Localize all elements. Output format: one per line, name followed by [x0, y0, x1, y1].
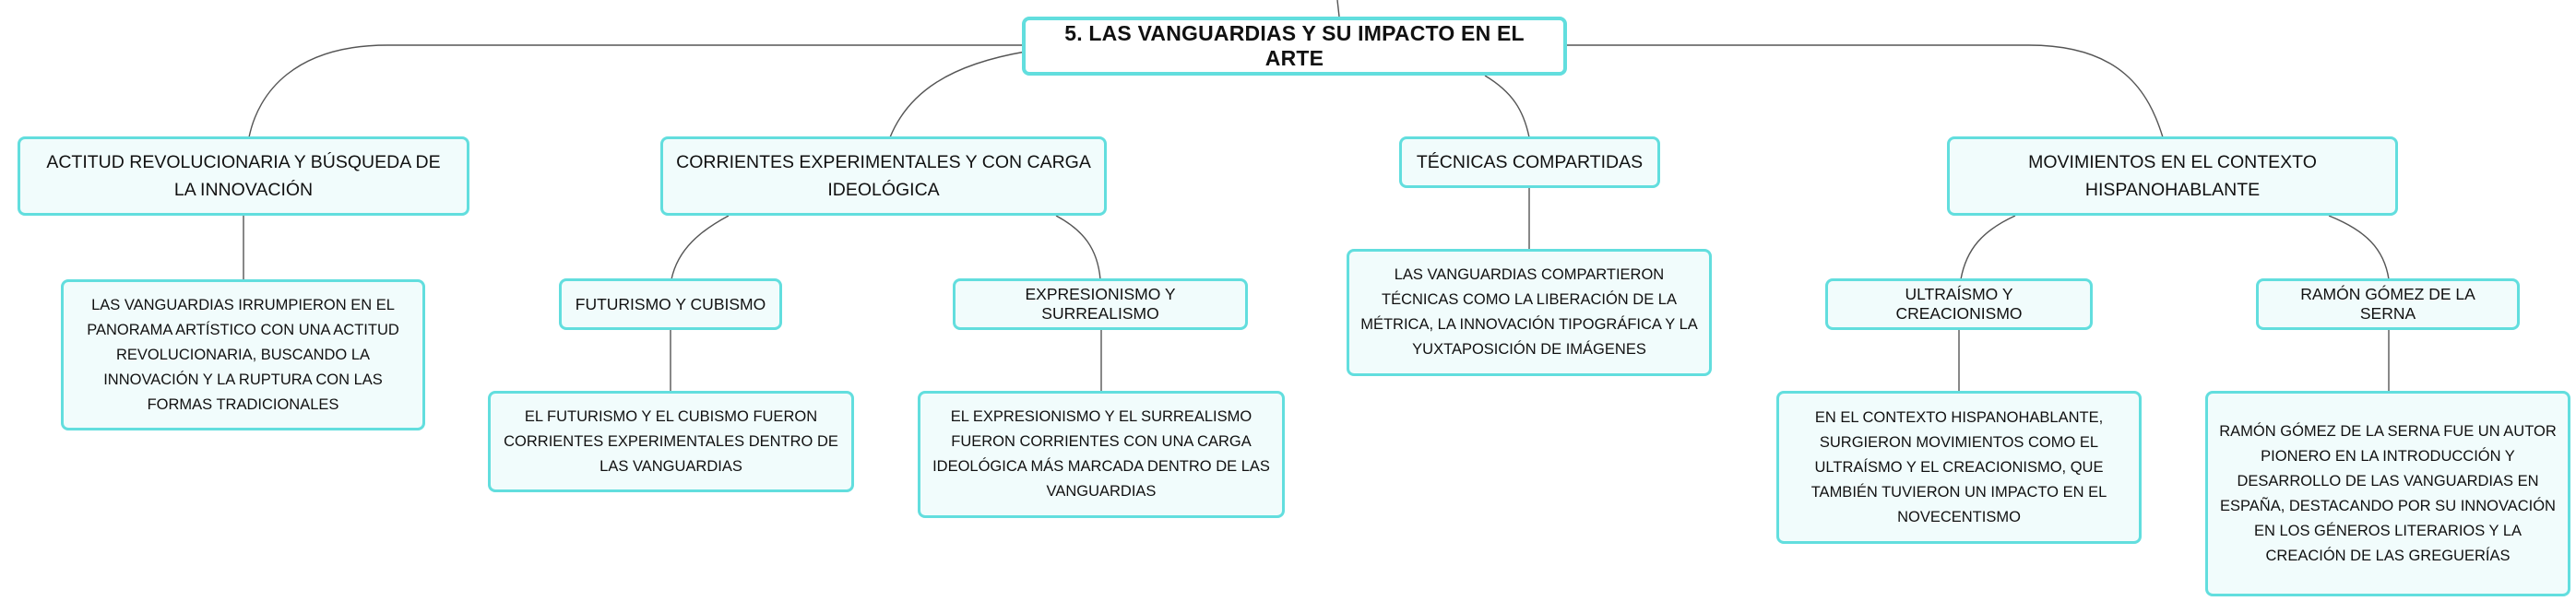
- detail-expresionismo-surrealismo-text: EL EXPRESIONISMO Y EL SURREALISMO FUERON CORRIENTES CON UNA CARGA IDEOLÓGICA MÁS MARCADA DENTRO DE LAS VANGUARDIAS: [932, 408, 1270, 500]
- subtopic-ramon-gomez-serna-label: RAMÓN GÓMEZ DE LA SERNA: [2300, 285, 2475, 323]
- detail-tecnicas-compartidas-text: LAS VANGUARDIAS COMPARTIERON TÉCNICAS COMO LA LIBERACIÓN DE LA MÉTRICA, LA INNOVACIÓN TIPOGRÁFICA Y LA YUXTAPOSICIÓN DE IMÁGENES: [1360, 266, 1698, 358]
- connector-root-to-actitud: [249, 45, 1024, 137]
- connector-root-top-stub: [1337, 0, 1339, 17]
- detail-expresionismo-surrealismo[interactable]: [918, 391, 1285, 518]
- topic-actitud-revolucionaria-label: ACTITUD REVOLUCIONARIA Y BÚSQUEDA DE LA INNOVACIÓN: [46, 152, 441, 200]
- connector-root-to-tecnicas: [1485, 76, 1529, 137]
- detail-actitud-revolucionaria-text: LAS VANGUARDIAS IRRUMPIERON EN EL PANORAMA ARTÍSTICO CON UNA ACTITUD REVOLUCIONARIA, BUSCANDO LA INNOVACIÓN Y LA RUPTURA CON LAS FORMAS TRADICIONALES: [87, 296, 399, 413]
- subtopic-futurismo-cubismo[interactable]: [559, 278, 782, 330]
- subtopic-ramon-gomez-serna[interactable]: [2256, 278, 2520, 330]
- subtopic-ultraismo-creacionismo[interactable]: [1825, 278, 2093, 330]
- topic-corrientes-experimentales[interactable]: [660, 136, 1107, 216]
- topic-movimientos-hispanohablante-label: MOVIMIENTOS EN EL CONTEXTO HISPANOHABLANTE: [2028, 152, 2317, 200]
- connector-corrientes-to-futurismo: [671, 216, 729, 279]
- connector-root-to-corrientes: [890, 52, 1026, 137]
- detail-ramon-gomez-serna[interactable]: [2205, 391, 2570, 596]
- subtopic-expresionismo-surrealismo[interactable]: [953, 278, 1248, 330]
- detail-ultraismo-creacionismo-text: EN EL CONTEXTO HISPANOHABLANTE, SURGIERON MOVIMIENTOS COMO EL ULTRAÍSMO Y EL CREACIONISMO, QUE TAMBIÉN TUVIERON UN IMPACTO EN EL NOVECENTISMO: [1810, 408, 2107, 525]
- detail-futurismo-cubismo-text: EL FUTURISMO Y EL CUBISMO FUERON CORRIENTES EXPERIMENTALES DENTRO DE LAS VANGUARDIAS: [504, 407, 838, 475]
- connector-corrientes-to-expresionismo: [1056, 216, 1100, 279]
- connector-root-to-movimientos: [1565, 45, 2163, 137]
- topic-actitud-revolucionaria[interactable]: [18, 136, 469, 216]
- detail-tecnicas-compartidas[interactable]: [1347, 249, 1712, 376]
- topic-corrientes-experimentales-label: CORRIENTES EXPERIMENTALES Y CON CARGA IDEOLÓGICA: [676, 152, 1091, 200]
- root-topic-label: 5. LAS VANGUARDIAS Y SU IMPACTO EN EL ARTE: [1064, 21, 1525, 70]
- detail-actitud-revolucionaria[interactable]: [61, 279, 425, 430]
- topic-movimientos-hispanohablante[interactable]: [1947, 136, 2398, 216]
- subtopic-ultraismo-creacionismo-label: ULTRAÍSMO Y CREACIONISMO: [1895, 285, 2023, 323]
- root-topic[interactable]: [1022, 17, 1567, 76]
- connector-movimientos-to-ramon: [2329, 216, 2389, 279]
- subtopic-futurismo-cubismo-label: FUTURISMO Y CUBISMO: [575, 294, 766, 313]
- subtopic-expresionismo-surrealismo-label: EXPRESIONISMO Y SURREALISMO: [1025, 285, 1176, 323]
- connector-movimientos-to-ultraismo: [1961, 216, 2015, 279]
- detail-ramon-gomez-serna-text: RAMÓN GÓMEZ DE LA SERNA FUE UN AUTOR PIONERO EN LA INTRODUCCIÓN Y DESARROLLO DE LAS VANGUARDIAS EN ESPAÑA, DESTACANDO POR SU INNOVACIÓN EN LOS GÉNEROS LITERARIOS Y LA CREACIÓN DE LAS GREGUERÍAS: [2219, 422, 2557, 564]
- detail-futurismo-cubismo[interactable]: [488, 391, 854, 492]
- topic-tecnicas-compartidas[interactable]: [1399, 136, 1660, 188]
- detail-ultraismo-creacionismo[interactable]: [1776, 391, 2142, 544]
- topic-tecnicas-compartidas-label: TÉCNICAS COMPARTIDAS: [1416, 152, 1644, 172]
